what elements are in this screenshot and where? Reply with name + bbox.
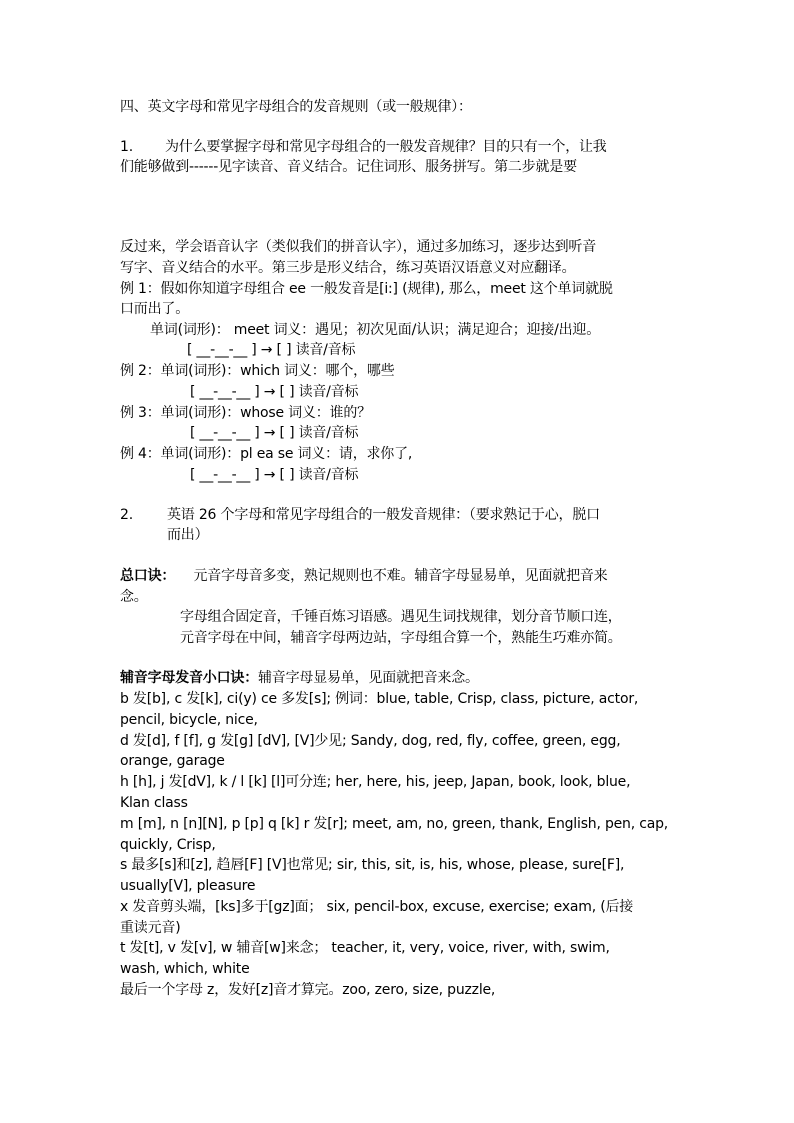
consonant-row: s 最多[s]和[z], 趋唇[F] [V]也常见; sir, this, sit, is, his, whose, please, sure[F], — [120, 857, 625, 873]
example-4-blank: [ __-__-__ ] → [ ] 读音/音标 — [190, 467, 359, 483]
mnemonic-line-3: 元音字母在中间，辅音字母两边站，字母组合算一个，熟能生巧难亦简。 — [180, 630, 622, 646]
example-1-blank: [ __-__-__ ] → [ ] 读音/音标 — [187, 342, 356, 358]
consonant-heading-row — [120, 668, 479, 688]
example-1-line-2: 口而出了。 — [120, 301, 189, 317]
consonant-row: m [m], n [n][N], p [p] q [k] r 发[r]; meet, am, no, green, thank, English, pen, cap, — [120, 816, 669, 832]
example-2-blank: [ __-__-__ ] → [ ] 读音/音标 — [190, 384, 359, 400]
item-2-number: 2. — [120, 507, 133, 523]
paragraph-2-line-2: 写字、音义结合的水平。第三步是形义结合，练习英语汉语意义对应翻译。 — [120, 260, 576, 276]
consonant-row: d 发[d], f [f], g 发[g] [dV], [V]少见; Sandy, dog, red, fly, coffee, green, egg, — [120, 733, 621, 749]
paragraph-2-line-1: 反过来，学会语音认字（类似我们的拼音认字），通过多加练习，逐步达到听音 — [120, 239, 596, 255]
section-heading: 四、英文字母和常见字母组合的发音规则（或一般规律）： — [120, 99, 472, 115]
consonant-row: 最后一个字母 z，发好[z]音才算完。zoo, zero, size, puzzle, — [120, 982, 496, 998]
example-1-word-line: 单词(词形)： meet 词义：遇见；初次见面/认识；满足迎合；迎接/出迎。 — [150, 322, 601, 338]
consonant-row: b 发[b], c 发[k], ci(y) ce 多发[s]; 例词：blue, table, Crisp, class, picture, actor, — [120, 691, 639, 707]
consonant-text: 辅音字母显易单，见面就把音来念。 — [258, 670, 479, 686]
consonant-row: x 发音剪头端，[ks]多于[gz]面； six, pencil-box, excuse, exercise; exam, (后接 — [120, 899, 634, 915]
item-1-line-2: 们能够做到------见字读音、音义结合。记住词形、服务拼写。第二步就是要 — [120, 159, 577, 175]
mnemonic-line-1: 元音字母音多变，熟记规则也不难。辅音字母显易单，见面就把音来 — [193, 568, 608, 584]
example-3-blank: [ __-__-__ ] → [ ] 读音/音标 — [190, 425, 359, 441]
example-1-line-1: 例 1：假如你知道字母组合 ee 一般发音是[i:] (规律), 那么，meet 这个单词就脱 — [120, 281, 613, 297]
example-2-line: 例 2：单词(词形)：which 词义：哪个，哪些 — [120, 363, 395, 379]
consonant-row: orange, garage — [120, 753, 225, 769]
item-1-number: 1. — [120, 139, 133, 155]
mnemonic-row-1 — [120, 566, 607, 586]
item-2-line-1: 英语 26 个字母和常见字母组合的一般发音规律：（要求熟记于心，脱口 — [167, 507, 600, 523]
consonant-row: Klan class — [120, 795, 188, 811]
mnemonic-label: 总口诀： — [120, 568, 176, 584]
consonant-row: pencil, bicycle, nice, — [120, 712, 258, 728]
consonant-row: quickly, Crisp, — [120, 837, 216, 853]
item-2-line-2: 而出） — [167, 527, 209, 543]
example-3-line: 例 3：单词(词形)：whose 词义：谁的？ — [120, 405, 371, 421]
consonant-row: h [h], j 发[dV], k / l [k] [l]可分连; her, here, his, jeep, Japan, book, look, blue, — [120, 774, 631, 790]
example-4-line: 例 4：单词(词形)：pl ea se 词义：请，求你了, — [120, 446, 413, 462]
mnemonic-line-2: 字母组合固定音，千锤百炼习语感。遇见生词找规律，划分音节顺口连， — [180, 609, 622, 625]
mnemonic-line-1-wrap: 念。 — [120, 589, 148, 605]
consonant-row: wash, which, white — [120, 961, 250, 977]
item-1-line-1: 为什么要掌握字母和常见字母组合的一般发音规律？目的只有一个，让我 — [165, 139, 607, 155]
consonant-label: 辅音字母发音小口诀： — [120, 670, 258, 686]
consonant-row: t 发[t], v 发[v], w 辅音[w]来念； teacher, it, very, voice, river, with, swim, — [120, 940, 610, 956]
consonant-row: usually[V], pleasure — [120, 878, 256, 894]
consonant-row: 重读元音) — [120, 920, 181, 936]
